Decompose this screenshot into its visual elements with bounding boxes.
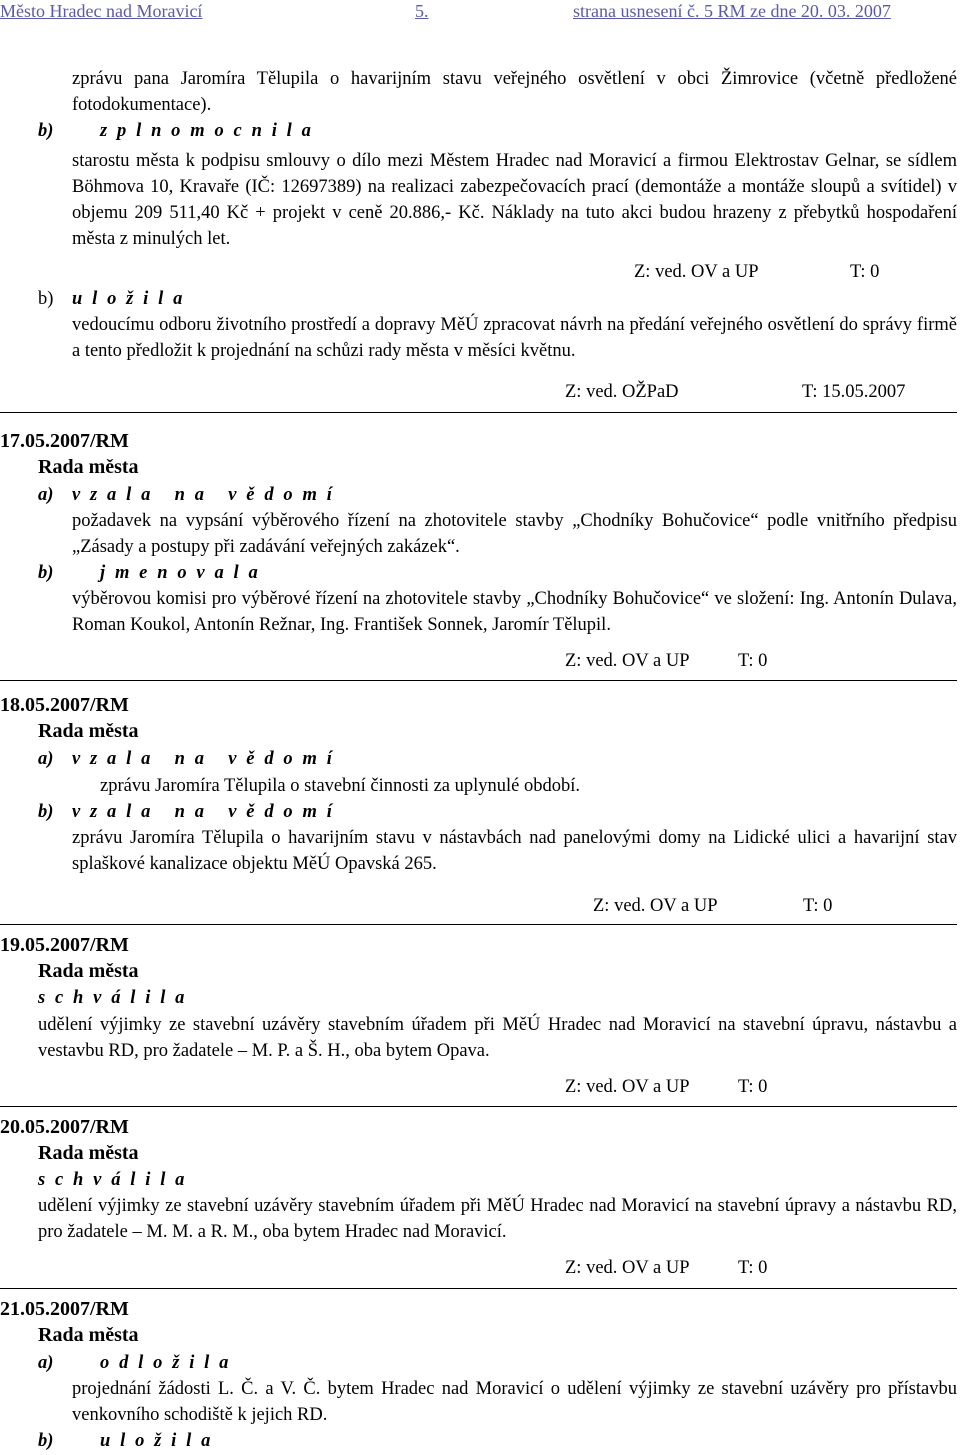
item-a-label: a) <box>38 1353 54 1373</box>
responsible: Z: ved. OV a UP <box>565 1077 690 1097</box>
responsible: Z: ved. OV a UP <box>565 1258 690 1278</box>
item-b-label: b) <box>38 563 54 583</box>
term: T: 15.05.2007 <box>802 382 906 402</box>
resolution-body: Rada města <box>38 1142 139 1164</box>
item-a-text: projednání žádosti L. Č. a V. Č. bytem Hradec nad Moravicí o udělení výjimky ze stavební uzávěry pro přístavbu venkovního schodiště k jejich RD. <box>72 1379 957 1425</box>
term: T: 0 <box>738 1258 768 1278</box>
item-b-verb: v z a l a n a v ě d o m í <box>72 802 335 822</box>
section-divider <box>0 1106 957 1107</box>
resolution-number: 18.05.2007/RM <box>0 694 129 716</box>
resolution-number: 20.05.2007/RM <box>0 1116 129 1138</box>
resolution-number: 17.05.2007/RM <box>0 430 129 452</box>
term: T: 0 <box>738 651 768 671</box>
resolution-number: 21.05.2007/RM <box>0 1298 129 1320</box>
resolution-number: 19.05.2007/RM <box>0 934 129 956</box>
item-b-label: b) <box>38 1431 54 1451</box>
item-a-text: zprávu Jaromíra Tělupila o stavební činnosti za uplynulé období. <box>100 776 581 796</box>
item-verb: s c h v á l i l a <box>38 988 188 1008</box>
item-a-verb: o d l o ž i l a <box>100 1353 231 1373</box>
resolution-body: Rada města <box>38 960 139 982</box>
section-divider <box>0 924 957 925</box>
section-divider <box>0 680 957 681</box>
resolution-body: Rada města <box>38 720 139 742</box>
item-b-label: b) <box>38 121 54 141</box>
term: T: 0 <box>803 896 833 916</box>
item-verb: s c h v á l i l a <box>38 1170 188 1190</box>
item-text: udělení výjimky ze stavební uzávěry stavebním úřadem při MěÚ Hradec nad Moravicí na stavební úpravy a nástavbu RD, pro žadatele – M. M. a R. M., oba bytem Hradec nad Moravicí. <box>38 1196 957 1242</box>
item-b2-text: vedoucímu odboru životního prostředí a dopravy MěÚ zpracovat návrh na předání veřejného osvětlení do správy firmě a tento předložit k projednání na schůzi rady města v měsíci květnu. <box>72 315 957 361</box>
page-header <box>0 0 952 22</box>
item-b2-label: b) <box>38 289 54 309</box>
responsible: Z: ved. OV a UP <box>593 896 718 916</box>
item-b-text: výběrovou komisi pro výběrové řízení na zhotovitele stavby „Chodníky Bohučovice“ ve složení: Ing. Antonín Dulava, Roman Koukol, Antonín Režnar, Ing. František Sonnek, Jaromír Tělupil. <box>72 589 957 635</box>
term: T: 0 <box>738 1077 768 1097</box>
section-divider <box>0 412 957 413</box>
header-town: Město Hradec nad Moravicí <box>0 1 203 21</box>
responsible: Z: ved. OV a UP <box>634 262 759 282</box>
item-a-verb: v z a l a n a v ě d o m í <box>72 749 335 769</box>
resolution-body: Rada města <box>38 456 139 478</box>
responsible: Z: ved. OŽPaD <box>565 382 679 402</box>
continued-text: zprávu pana Jaromíra Tělupila o havarijním stavu veřejného osvětlení v obci Žimrovice (včetně předložené fotodokumentace). <box>72 69 957 115</box>
item-b-label: b) <box>38 802 54 822</box>
header-resolution-info: strana usnesení č. 5 RM ze dne 20. 03. 2007 <box>573 1 891 21</box>
item-b-text: starostu města k podpisu smlouvy o dílo mezi Městem Hradec nad Moravicí a firmou Elektrostav Gelnar, se sídlem Böhmova 10, Kravaře (IČ: 12697389) na realizaci zabezpečovacích prací (demontáže a montáže sloupů a svítidel) v objemu 209 511,40 Kč + projekt v ceně 20.886,- Kč. Náklady na tuto akci budou hrazeny z přebytků hospodaření města z minulých let. <box>72 151 957 249</box>
item-a-label: a) <box>38 749 54 769</box>
item-b2-verb: u l o ž i l a <box>72 289 185 309</box>
item-a-label: a) <box>38 485 54 505</box>
header-page-number: 5. <box>415 1 429 21</box>
section-divider <box>0 1288 957 1289</box>
term: T: 0 <box>850 262 880 282</box>
item-a-text: požadavek na vypsání výběrového řízení na zhotovitele stavby „Chodníky Bohučovice“ podle vnitřního předpisu „Zásady a postupy při zadávání veřejných zakázek“. <box>72 511 957 557</box>
resolution-body: Rada města <box>38 1324 139 1346</box>
responsible: Z: ved. OV a UP <box>565 651 690 671</box>
item-b-text: zprávu Jaromíra Tělupila o havarijním stavu v nástavbách nad panelovými domy na Lidické ulici a havarijní stav splaškové kanalizace objektu MěÚ Opavská 265. <box>72 828 957 874</box>
item-b-verb: j m e n o v a l a <box>100 563 261 583</box>
item-b-verb: u l o ž i l a <box>100 1431 213 1451</box>
item-a-verb: v z a l a n a v ě d o m í <box>72 485 335 505</box>
item-text: udělení výjimky ze stavební uzávěry stavebním úřadem při MěÚ Hradec nad Moravicí na stavební úpravu, nástavbu a vestavbu RD, pro žadatele – M. P. a Š. H., oba bytem Opava. <box>38 1015 957 1061</box>
item-b-verb: z p l n o m o c n i l a <box>100 121 314 141</box>
